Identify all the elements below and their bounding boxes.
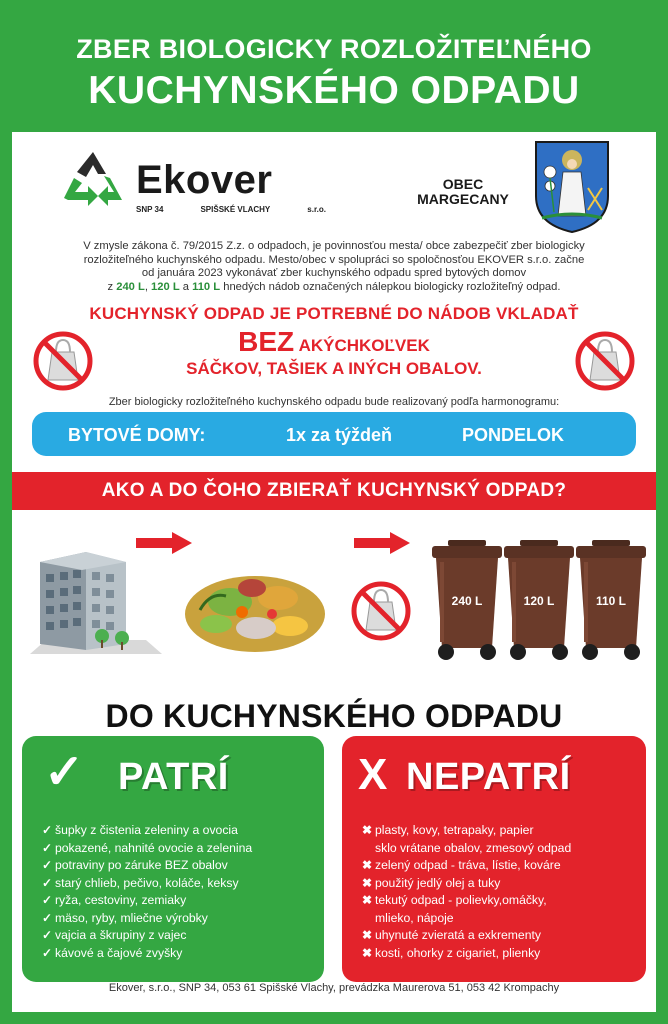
check-icon: ✓ [42, 928, 53, 942]
list-item [362, 875, 571, 893]
list-item-text: potraviny po záruke BEZ obalov [55, 858, 228, 872]
check-icon: ✓ [42, 893, 53, 907]
check-icon: ✓ [42, 875, 53, 890]
arrow-right-icon [136, 532, 192, 554]
intro-sep2: a [182, 280, 189, 293]
warning-line2 [12, 326, 656, 358]
not-belongs-title: NEPATRÍ [406, 756, 571, 798]
waste-bin-240 [430, 538, 504, 667]
list-item [42, 927, 252, 945]
coat-of-arms-icon [532, 138, 612, 234]
list-item [42, 892, 252, 910]
intro-line4 [32, 281, 636, 295]
municipality-line2: MARGECANY [417, 191, 509, 207]
header-title-line1: ZBER BIOLOGICKY ROZLOŽITEĽNÉHO [76, 34, 592, 64]
brand-address-street: SNP 34 [136, 205, 164, 214]
cross-icon: ✖ [362, 893, 373, 907]
brand-address-legal: s.r.o. [307, 205, 326, 214]
waste-bin-label: 110 L [595, 594, 627, 608]
list-item [362, 822, 571, 840]
food-waste-icon [180, 552, 330, 662]
poster-body [12, 12, 656, 1012]
list-item [362, 857, 571, 875]
list-item [362, 840, 571, 858]
intro-line2: rozložiteľného kuchynského odpadu. Mesto/obec v spolupráci so spoločnosťou EKOVER s.r.o. začne [83, 253, 585, 266]
cross-icon: ✖ [362, 945, 373, 960]
cross-icon: ✖ [362, 823, 373, 837]
list-item [362, 945, 571, 963]
list-item-text: použitý jedlý olej a tuky [375, 875, 501, 890]
check-icon: ✓ [42, 840, 53, 855]
check-icon: ✓ [42, 910, 53, 925]
kitchen-waste-title: DO KUCHYNSKÉHO ODPADU [105, 698, 563, 734]
header-title-line2: KUCHYNSKÉHO ODPADU [88, 69, 580, 112]
list-item-text: pokazené, nahnité ovocie a zelenina [55, 840, 253, 855]
schedule-bar [32, 412, 636, 456]
brand-address-city: SPIŠSKÉ VLACHY [200, 205, 271, 214]
waste-bin-label: 240 L [451, 594, 483, 608]
municipality-line1: OBEC [442, 176, 484, 192]
warning-block [12, 304, 656, 379]
recycle-icon [60, 150, 126, 208]
brand-address [136, 205, 326, 214]
list-item-text: uhynuté zvieratá a exkrementy [375, 928, 541, 942]
not-belongs-box [342, 736, 646, 982]
brand-name: Ekover [136, 158, 273, 202]
list-item-text: kosti, ohorky z cigariet, plienky [375, 945, 541, 960]
list-item [42, 840, 252, 858]
list-item-text: mlieko, nápoje [375, 910, 454, 925]
cross-icon: ✖ [362, 858, 373, 872]
list-item-text: vajcia a škrupiny z vajec [55, 928, 187, 942]
header-banner [12, 12, 656, 132]
list-item [42, 822, 252, 840]
warning-line3: SÁČKOV, TAŠIEK A INÝCH OBALOV. [186, 359, 482, 378]
check-icon: ✓ [42, 945, 53, 960]
list-item [42, 857, 252, 875]
intro-line4-post: hnedých nádob označených nálepkou biologicky rozložiteľný odpad. [223, 280, 561, 293]
list-item-text: starý chlieb, pečivo, koláče, keksy [55, 875, 239, 890]
list-item [362, 892, 571, 910]
belongs-list [42, 822, 252, 962]
belongs-box [22, 736, 324, 982]
harmonogram-note: Zber biologicky rozložiteľného kuchynského odpadu bude realizovaný podľa harmonogramu: [108, 396, 560, 408]
municipality-name [398, 177, 528, 207]
warning-bez: BEZ [238, 326, 295, 357]
ekover-logo [60, 150, 350, 220]
schedule-frequency: 1x za týždeň [286, 425, 393, 445]
warning-line1: KUCHYNSKÝ ODPAD JE POTREBNÉ DO NÁDOB VKLADAŤ [89, 304, 579, 323]
cross-icon: ✖ [362, 928, 373, 942]
list-item [42, 910, 252, 928]
schedule-type: BYTOVÉ DOMY: [68, 425, 206, 445]
waste-bin-110 [574, 538, 648, 667]
intro-volume-120: 120 L [151, 280, 180, 293]
checkmark-icon: ✓ [44, 746, 85, 799]
list-item-text: šupky z čistenia zeleniny a ovocia [55, 823, 238, 837]
cross-icon: ✖ [362, 875, 373, 890]
list-item-text: kávové a čajové zvyšky [55, 945, 183, 960]
intro-line3: od januára 2023 vykonávať zber kuchynského odpadu spred bytových domov [141, 267, 527, 279]
warning-akych: AKÝCHKOĽVEK [298, 336, 430, 355]
intro-text [32, 240, 636, 294]
arrow-right-icon [354, 532, 410, 554]
check-icon: ✓ [42, 858, 53, 872]
list-item [362, 910, 571, 928]
no-plastic-bag-icon [574, 330, 636, 392]
intro-line4-pre: z [107, 280, 114, 293]
waste-bin-label: 120 L [523, 594, 555, 608]
schedule-day: PONDELOK [462, 425, 565, 445]
belongs-title: PATRÍ [118, 756, 229, 798]
x-mark-icon: X [358, 750, 388, 799]
check-icon: ✓ [42, 823, 53, 837]
list-item-text: ryža, cestoviny, zemiaky [55, 893, 187, 907]
intro-line1: V zmysle zákona č. 79/2015 Z.z. o odpadoch, je povinnosťou mesta/ obce zabezpečiť zber biologicky [83, 240, 585, 252]
footer-address: Ekover, s.r.o., SNP 34, 053 61 Spišské Vlachy, prevádzka Maurerova 51, 053 42 Krompachy [108, 982, 560, 994]
intro-sep1: , [144, 280, 148, 293]
list-item-text: mäso, ryby, mliečne výrobky [55, 910, 208, 925]
list-item [362, 927, 571, 945]
no-plastic-bag-icon [350, 580, 412, 642]
intro-volume-110: 110 L [192, 280, 221, 293]
list-item-text: zelený odpad - tráva, lístie, kováre [375, 858, 561, 872]
list-item-text: plasty, kovy, tetrapaky, papier [375, 823, 534, 837]
no-plastic-bag-icon [32, 330, 94, 392]
list-item-text: tekutý odpad - polievky,omáčky, [375, 893, 547, 907]
list-item [42, 945, 252, 963]
list-item-text: sklo vrátane obalov, zmesový odpad [375, 840, 572, 855]
list-item [42, 875, 252, 893]
how-to-collect-title: AKO A DO ČOHO ZBIERAŤ KUCHYNSKÝ ODPAD? [12, 472, 656, 510]
intro-volume-240: 240 L [116, 280, 145, 293]
not-belongs-list [362, 822, 571, 962]
waste-bin-120 [502, 538, 576, 667]
